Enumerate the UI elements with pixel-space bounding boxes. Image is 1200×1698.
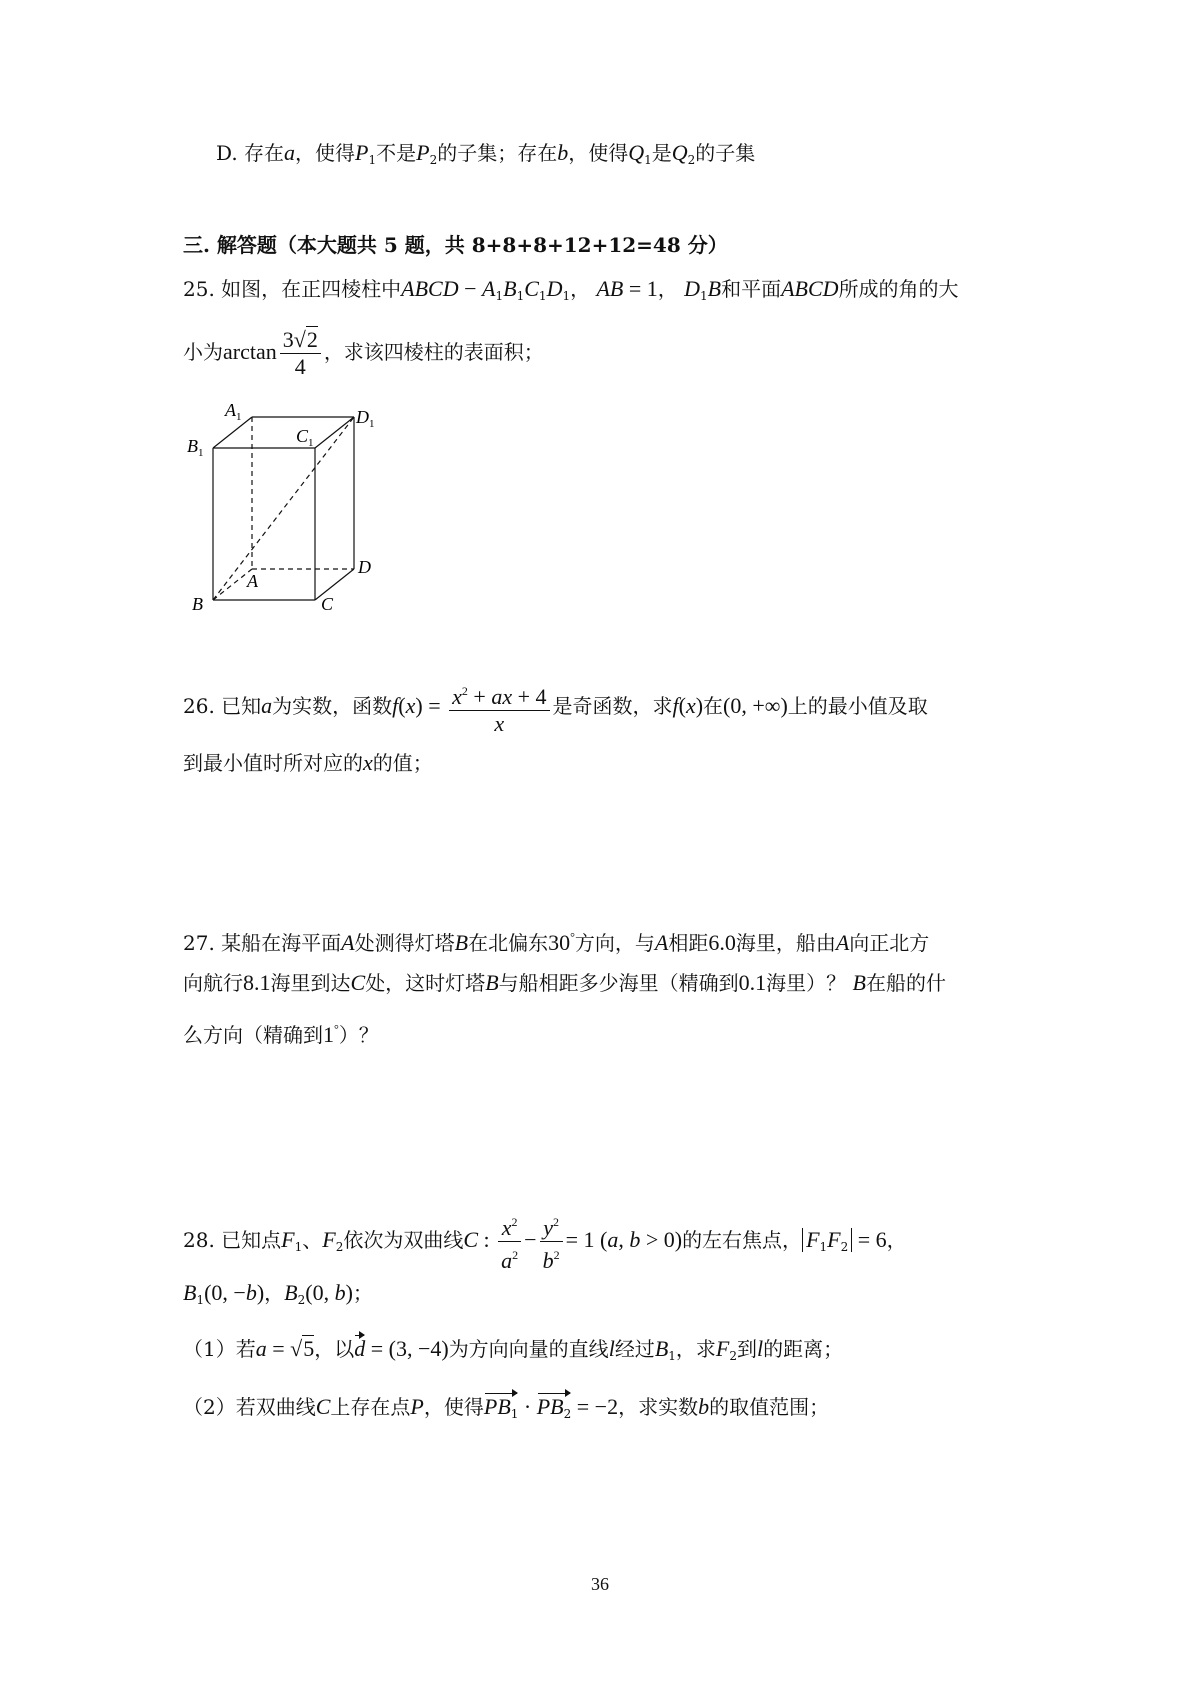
label-b1: $B_1$ (187, 436, 204, 459)
label-d: D (358, 557, 371, 577)
fraction-3root2-over-4: $\frac{3√2}{4}$ (280, 327, 321, 380)
question-25-line-1: 25. 如图，在正四棱柱中ABCD − $A_1B_1C_1D_1$， AB = 1， $D_1B$和平面ABCD所成的角的大 (183, 276, 959, 303)
option-d: D. 存在a，使得$P_1$不是$P_2$的子集；存在b，使得$Q_1$是$Q_2$的子集 (216, 140, 756, 167)
question-25-line-2: 小为arctan $\frac{3√2}{4}$ ，求该四棱柱的表面积； (183, 327, 544, 379)
fraction-function: $\frac{x^2 + ax + 4}{x}$ (449, 678, 549, 737)
question-28-line-2: $B_1(0$, −b)，$B_2(0$, b)； (183, 1280, 373, 1307)
section-heading: 三. 解答题（本大题共 5 题，共 8+8+8+12+12=48 分） (183, 233, 728, 257)
label-c: C (321, 594, 334, 614)
page-number: 36 (591, 1574, 609, 1594)
label-b: B (192, 594, 203, 614)
question-28-line-1: 28. 已知点$F_1$、$F_2$依次为双曲线C : $\frac{x^2}{a^2}$ − $\frac{y^2}{b^2}$ = 1 (a, b > 0)的左右焦点， $F_1F_2 = 6$， (183, 1209, 907, 1277)
label-d1: $D_1$ (356, 407, 375, 430)
label-a: A (247, 571, 258, 591)
question-26-line-1: 26. 已知a为实数，函数f(x) = $\frac{x^2 + ax + 4}{x}$ 是奇函数，求f(x)在(0, +∞)上的最小值及取 (183, 676, 928, 737)
question-28-part-1: （1）若a = √5，以d = (3, −4)为方向向量的直线l经过$B_1$，求$F_2$到l的距离； (183, 1336, 844, 1363)
question-27-line-3: 么方向（精确到1°）？ (183, 1022, 379, 1047)
question-28-part-2: （2）若双曲线C上存在点P，使得$PB_1 \cdot PB_2 = -2$，求实数b的取值范围； (183, 1392, 829, 1429)
question-27-line-2: 向航行8.1海里到达C处，这时灯塔B与船相距多少海里（精确到0.1海里）？ B在船的什 (183, 970, 946, 995)
label-c1: $C_1$ (296, 426, 314, 449)
question-26-line-2: 到最小值时所对应的x的值； (183, 750, 433, 775)
label-a1: $A_1$ (225, 400, 242, 423)
fraction-x2-a2: $\frac{x^2}{a^2}$ (498, 1209, 521, 1274)
prism-figure (183, 398, 393, 618)
fraction-y2-b2: $\frac{y^2}{b^2}$ (540, 1209, 563, 1274)
question-27-line-1: 27. 某船在海平面A处测得灯塔B在北偏东30°方向，与A相距6.0海里，船由A向正北方 (183, 930, 930, 955)
